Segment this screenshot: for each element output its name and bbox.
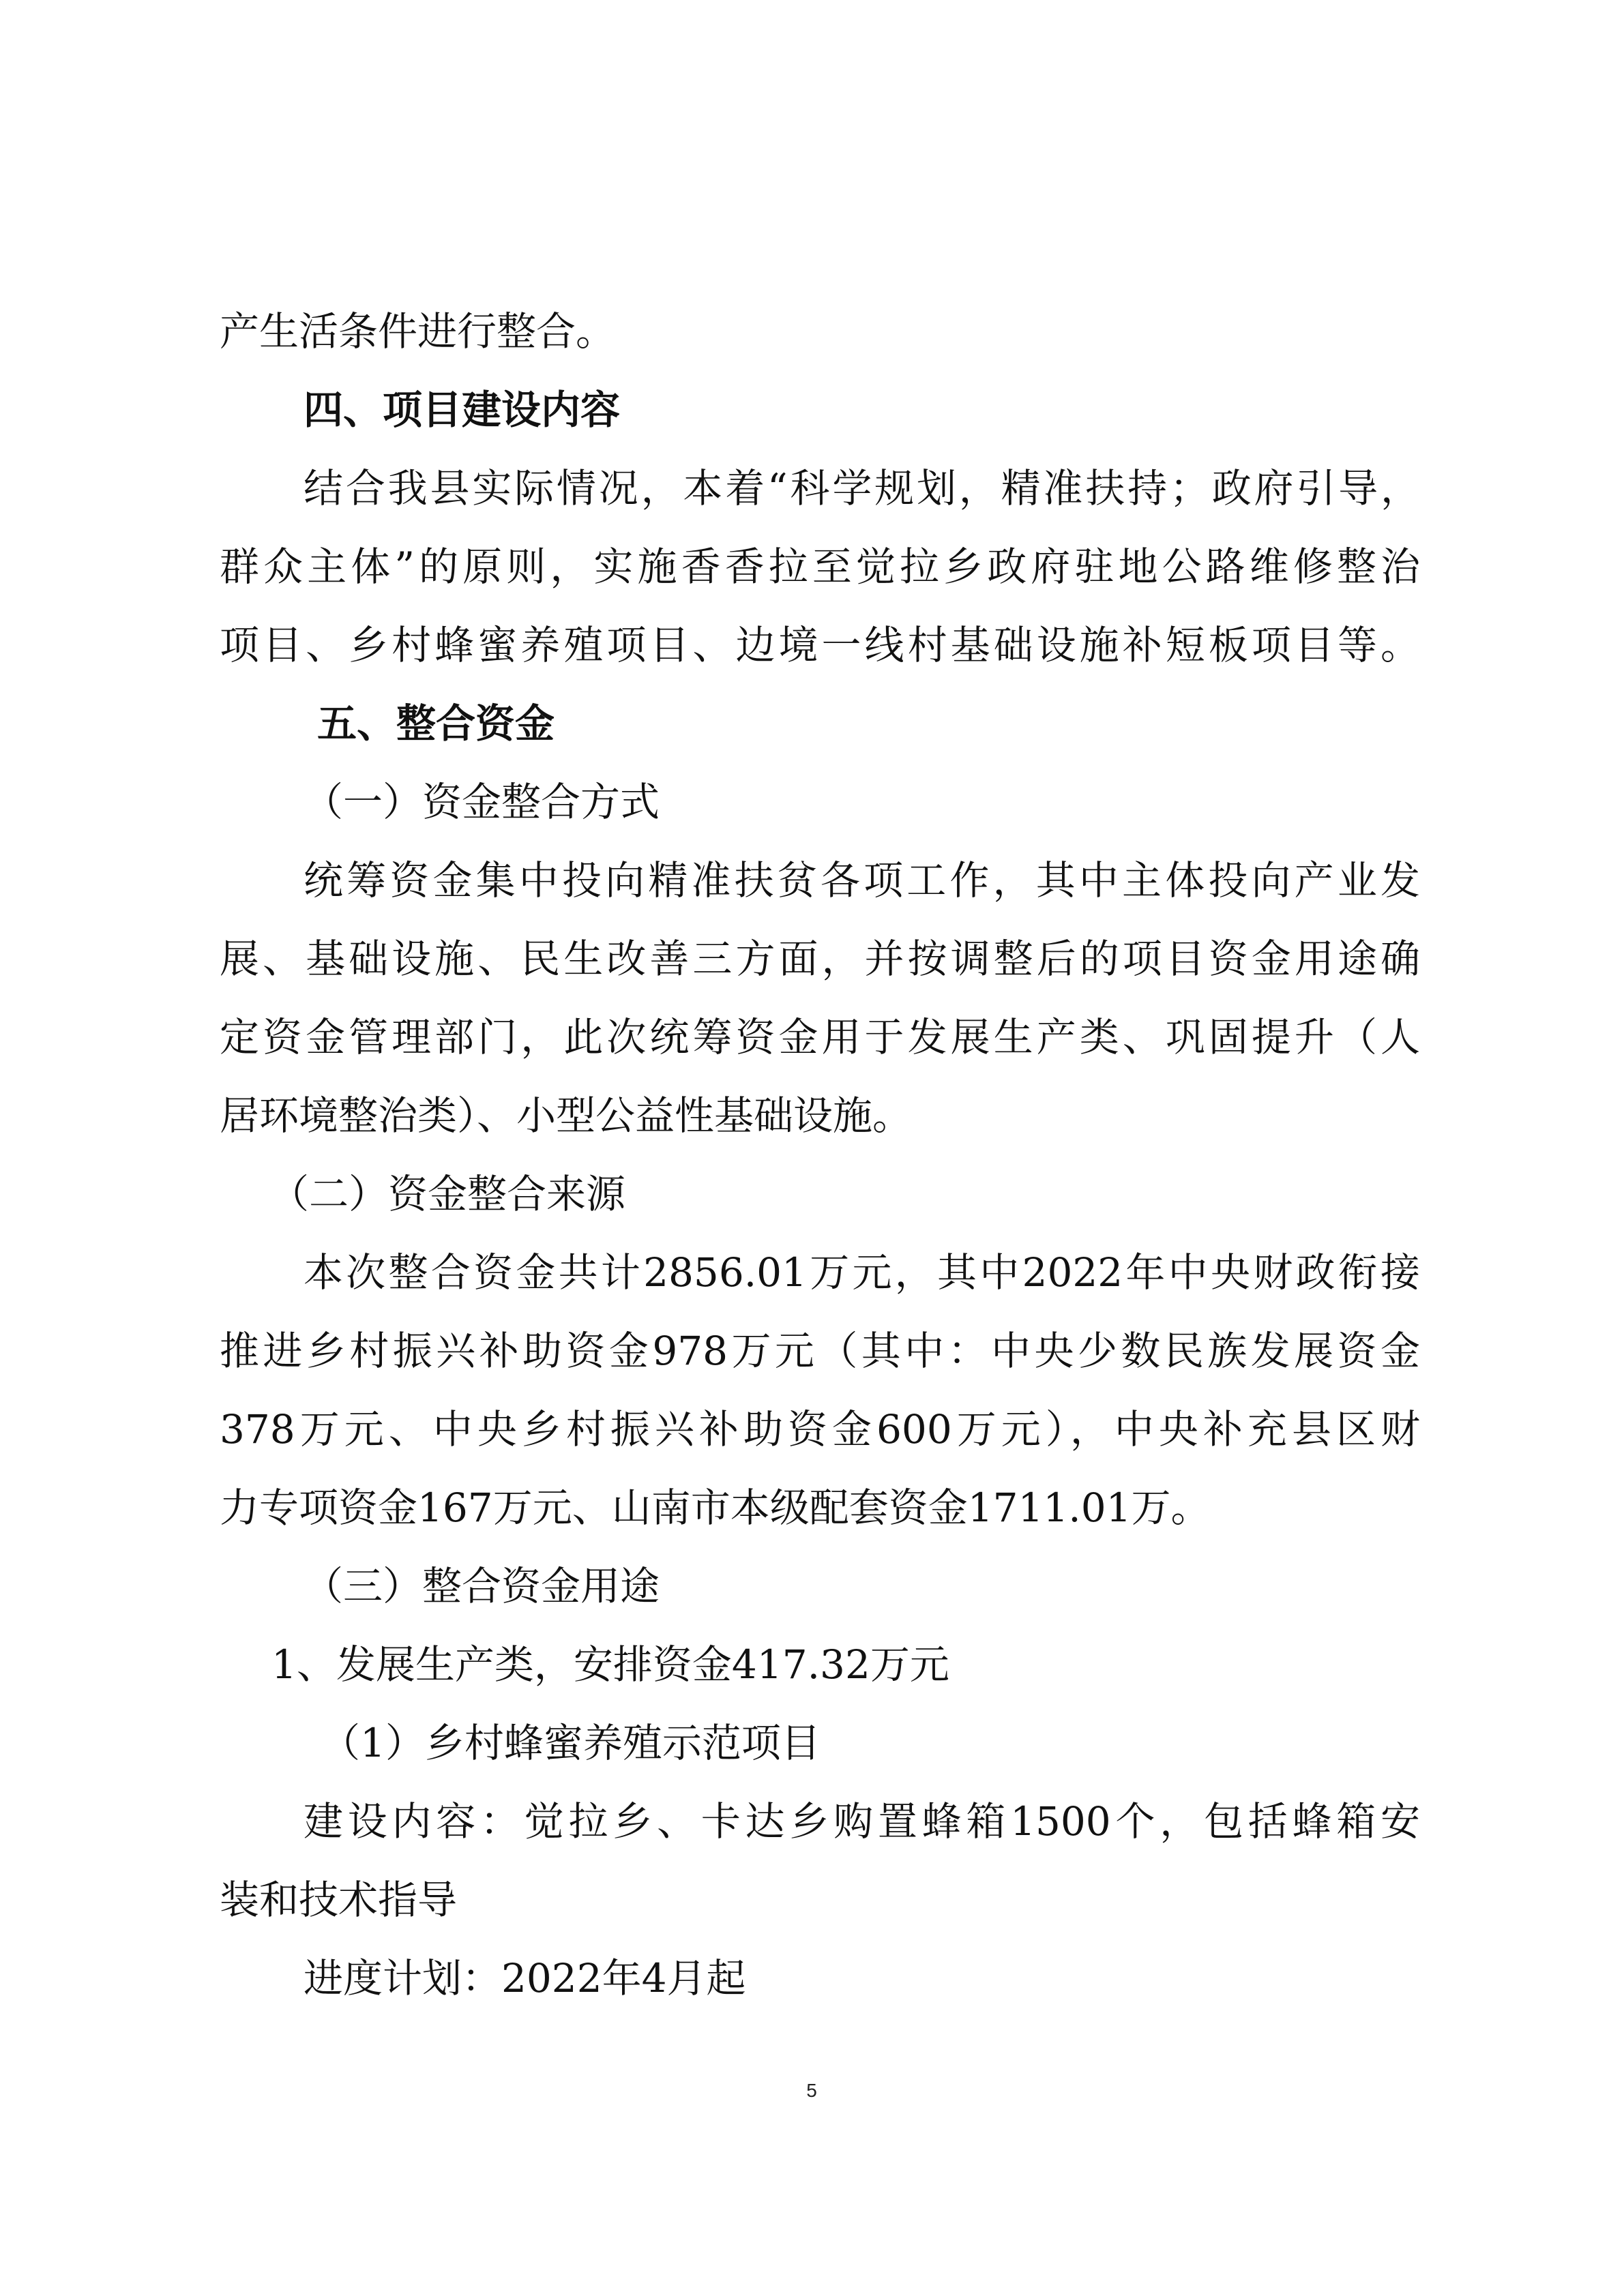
paragraph-line: 定资金管理部门，此次统筹资金用于发展生产类、巩固提升（人: [220, 1014, 1420, 1060]
paragraph-line: 建设内容：觉拉乡、卡达乡购置蜂箱1500个，包括蜂箱安: [304, 1798, 1420, 1845]
paragraph-line: 推进乡村振兴补助资金978万元（其中：中央少数民族发展资金: [220, 1328, 1420, 1374]
paragraph-line: 项目、乡村蜂蜜养殖项目、边境一线村基础设施补短板项目等。: [220, 622, 1420, 668]
paragraph-line: 378万元、中央乡村振兴补助资金600万元），中央补充县区财: [220, 1406, 1420, 1452]
paragraph-line: 统筹资金集中投向精准扶贫各项工作，其中主体投向产业发: [304, 857, 1420, 904]
project-heading: （1）乡村蜂蜜养殖示范项目: [321, 1720, 821, 1766]
paragraph-continuation: 产生活条件进行整合。: [220, 308, 616, 355]
paragraph-line: 本次整合资金共计2856.01万元，其中2022年中央财政衔接: [304, 1249, 1420, 1296]
paragraph-line: 结合我县实际情况，本着“科学规划，精准扶持；政府引导，: [304, 465, 1420, 511]
paragraph-line: 力专项资金167万元、山南市本级配套资金1711.01万。: [220, 1485, 1211, 1531]
paragraph-line: 展、基础设施、民生改善三方面，并按调整后的项目资金用途确: [220, 936, 1420, 982]
subsection-heading: （一）资金整合方式: [304, 779, 660, 825]
paragraph-line: 居环境整治类）、小型公益性基础设施。: [220, 1092, 913, 1139]
paragraph-line: 装和技术指导: [220, 1877, 458, 1923]
subsection-heading: （二）资金整合来源: [269, 1171, 626, 1217]
section-heading-4: 四、项目建设内容: [304, 387, 621, 433]
subsection-heading: （三）整合资金用途: [304, 1563, 660, 1609]
paragraph-line: 进度计划：2022年4月起: [304, 1955, 746, 2001]
list-item-heading: 1、发展生产类，安排资金417.32万元: [271, 1641, 949, 1688]
paragraph-line: 群众主体”的原则，实施香香拉至觉拉乡政府驻地公路维修整治: [220, 543, 1420, 590]
page-number: 5: [806, 2080, 817, 2101]
section-heading-5: 五、整合资金: [317, 700, 555, 747]
